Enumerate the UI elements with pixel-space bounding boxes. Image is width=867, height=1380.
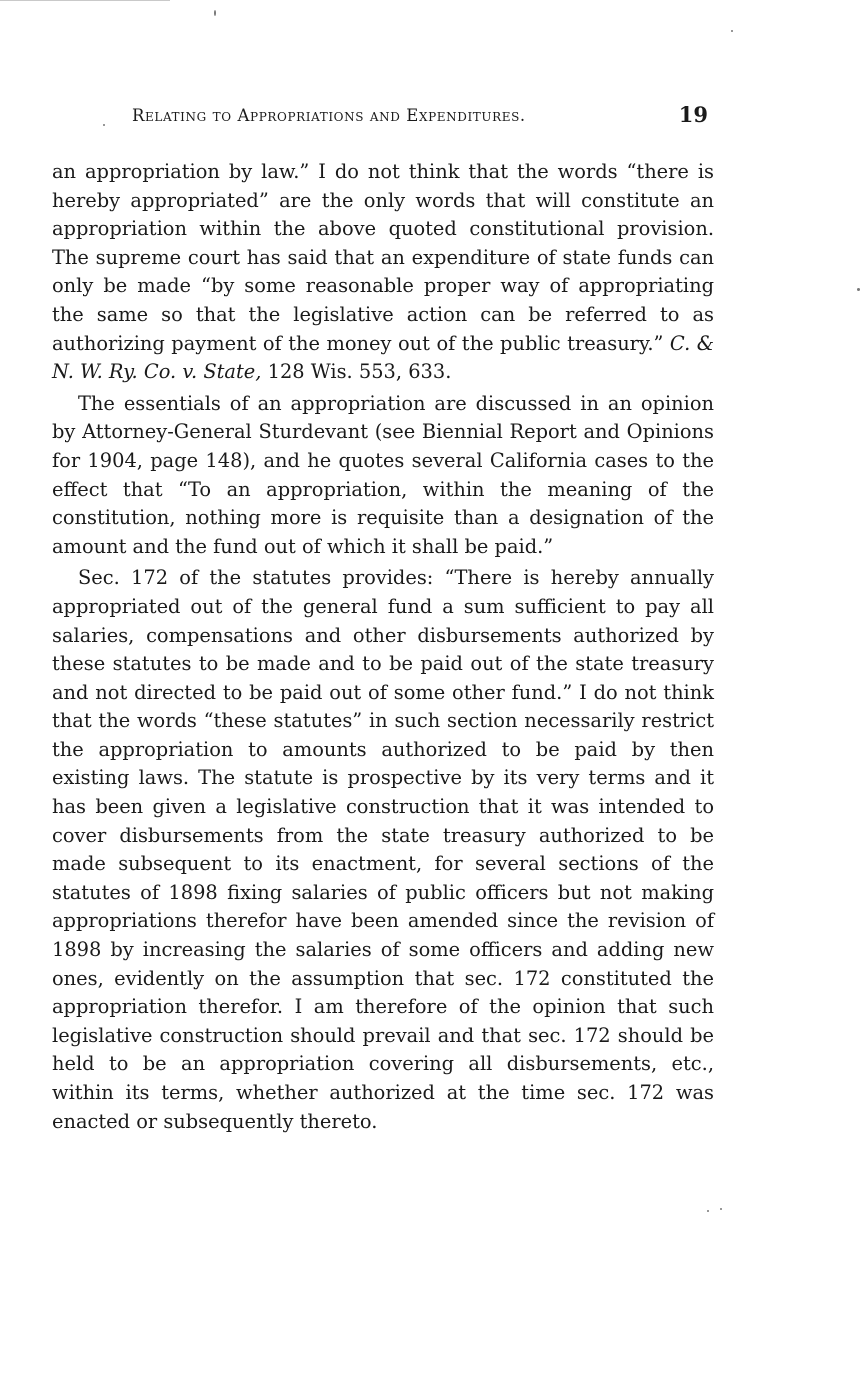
scan-speck: [103, 124, 105, 126]
scan-speck: [720, 1208, 722, 1210]
paragraph-2: The essentials of an appropriation are discussed in an opinion by Attorney-General Sturdevant (see Biennial Report and Opinions for 1904, page 148), and he quotes several California cases to the effect that “To an appropriation, within the meaning of the constitution, nothing more is requisite than a designation of the amount and the fund out of which it shall be paid.”: [52, 391, 714, 558]
scan-speck: [707, 1210, 709, 1212]
running-head: [52, 100, 712, 134]
scan-edge-line: [0, 0, 170, 1]
citation-reference: 128 Wis. 553, 633.: [267, 360, 452, 384]
scan-speck: [857, 288, 860, 291]
paragraph-1: [52, 158, 714, 387]
scan-speck: [214, 10, 216, 16]
page-number: 19: [678, 102, 708, 127]
case-citation: C. & N. W. Ry. Co. v. State,: [52, 331, 714, 384]
scan-speck: [731, 30, 733, 32]
paragraph-3: Sec. 172 of the statutes provides: “There is hereby annually appropriated out of the general fund a sum sufficient to pay all salaries, compensations and other disbursements authorized by these statutes to be made and to be paid out of the state treasury and not directed to be paid out of some other fund.” I do not think that the words “these statutes” in such section necessarily restrict the appropriation to amounts authorized to be paid by then existing laws. The statute is prospective by its very terms and it has been given a legislative construction that it was intended to cover disbursements from the state treasury authorized to be made subsequent to its enactment, for several sections of the statutes of 1898 fixing salaries of public officers but not making appropriations therefor have been amended since the revision of 1898 by increasing the salaries of some officers and adding new ones, evidently on the assumption that sec. 172 constituted the appropriation therefor. I am therefore of the opinion that such legislative construction should prevail and that sec. 172 should be held to be an appropriation covering all disbursements, etc., within its terms, whether authorized at the time sec. 172 was enacted or subsequently thereto.: [52, 566, 714, 1133]
paragraph-1-text: an appropriation by law.” I do not think that the words “there is hereby appropriated” are the only words that will constitute an appropriation within the above quoted constitutional provision. The supreme court has said that an expenditure of state funds can only be made “by some reasonable proper way of appropriating the same so that the legislative action can be referred to as authorizing payment of the money out of the public treasury.”: [52, 160, 714, 355]
body-text: [52, 158, 714, 1136]
running-title: Relating to Appropriations and Expenditures.: [132, 106, 526, 125]
